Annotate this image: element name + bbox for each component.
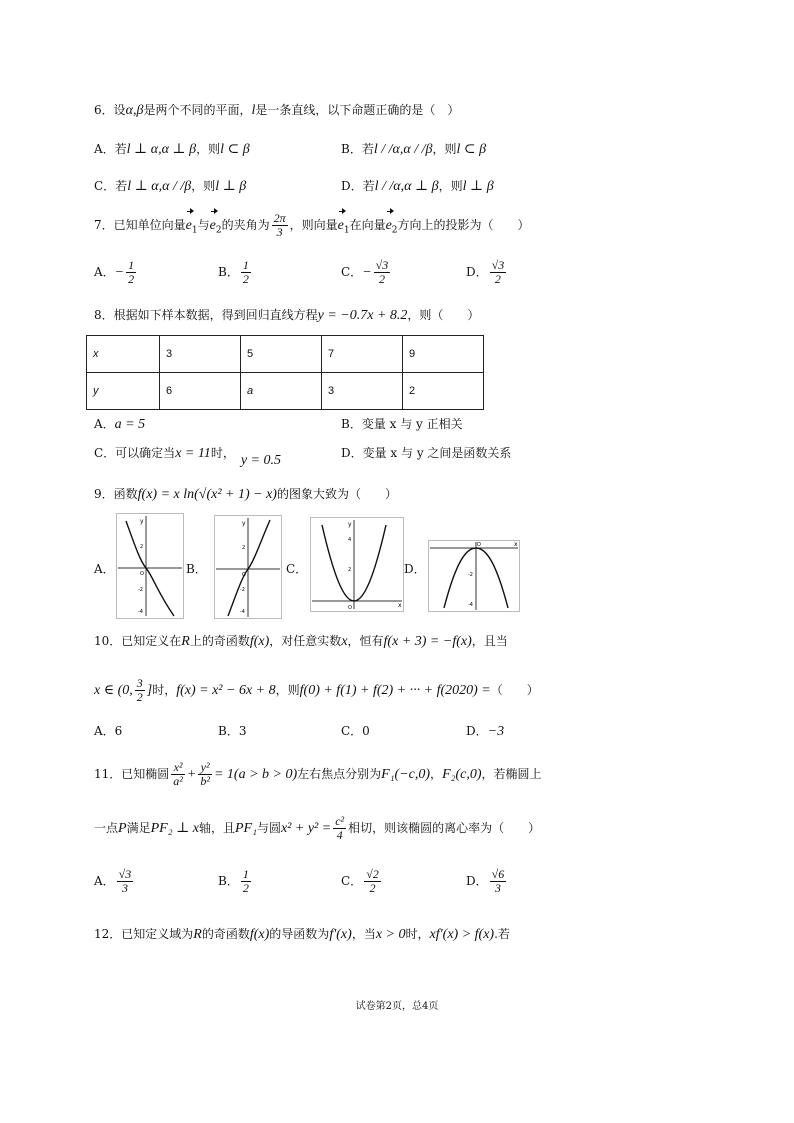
q8-stem-pre: 8．根据如下样本数据，得到回归直线方程	[94, 308, 318, 322]
q10-line1	[94, 632, 508, 651]
q10-x: x	[341, 634, 348, 649]
q7-a-label: A．	[94, 265, 115, 279]
q7-sub2-b: 2	[391, 225, 398, 236]
q7-post: 方向上的投影为（ ）	[397, 218, 530, 232]
q6-a-then: ，则	[196, 142, 221, 156]
q11-c-num: √2	[366, 867, 379, 881]
q10-r: R	[181, 634, 190, 649]
q10-int-num: 3	[136, 676, 143, 690]
table-cell: x	[87, 336, 160, 373]
q12-mid3: ，当	[351, 927, 376, 941]
q10-d-label: D．	[466, 724, 488, 738]
q10-option-b: B．3	[218, 724, 247, 738]
q9-d-label: D．	[404, 562, 426, 576]
q6-stem-post: 是一条直线，以下命题正确的是（ ）	[255, 103, 460, 117]
q9-c-y-label: y	[348, 521, 352, 528]
table-cell: 6	[160, 373, 241, 410]
q11-option-c	[341, 866, 383, 896]
q11-perp: PF₂ ⊥ x	[150, 821, 199, 836]
q7-on-text: 在向量	[349, 218, 386, 232]
q9-b-y-label: y	[242, 520, 246, 527]
q9-stem-post: 的图象大致为（ ）	[276, 487, 397, 501]
q6-c-label: C．若	[94, 179, 128, 193]
q6-b-math: l / /α,α / /β	[373, 142, 433, 157]
q11-l2-pre: 一点	[94, 821, 119, 835]
q10-interval-frac	[135, 677, 145, 704]
q11-f1: F₁(−c,0)	[381, 767, 431, 782]
q8-c-mid: 时，	[210, 446, 235, 460]
q11-f2: F₂(c,0)	[442, 767, 482, 782]
q7-c-sign: −	[362, 265, 372, 280]
page-footer: 试卷第2页，总4页	[355, 1001, 439, 1012]
q7-angle-fraction	[272, 212, 288, 239]
q9-d-x-label: x	[514, 541, 518, 548]
q11-c-frac	[364, 868, 381, 895]
q11-line1	[94, 758, 542, 791]
q10-def: f(x) = x² − 6x + 8	[176, 683, 276, 698]
q7-vector-e1-b: e	[338, 211, 344, 241]
q6-d-then: ，则	[438, 179, 463, 193]
q11-y2: y²	[198, 761, 212, 775]
q10-int-den: 2	[136, 690, 143, 704]
q11-plus: +	[186, 767, 197, 782]
q9-a-label: A．	[94, 562, 115, 576]
q11-frac-x	[171, 761, 185, 788]
q11-pf1: PF₁	[234, 821, 257, 836]
q9-graph-c	[310, 517, 404, 612]
q7-c-num: √3	[375, 258, 389, 272]
q11-b-num: 1	[242, 867, 249, 881]
q6-stem-pre: 6．设	[94, 103, 126, 117]
q11-cond: = 1(a > b > 0)	[213, 767, 298, 782]
q7-angle-den: 3	[276, 225, 283, 239]
q6-a-res: l ⊂ β	[220, 142, 250, 157]
q7-stem-pre: 7．已知单位向量	[94, 218, 186, 232]
q6-option-b	[341, 140, 486, 159]
q12-pre: 12．已知定义域为	[94, 927, 194, 941]
q12-mid2: 的导函数为	[269, 927, 330, 941]
q9-d-origin: O	[477, 542, 481, 548]
q10-option-a: A．6	[94, 724, 123, 738]
q9-graph-d	[428, 540, 520, 612]
q11-a2: a²	[173, 774, 183, 788]
q8-stem-post: ，则（ ）	[407, 308, 480, 322]
q7-mid: ，则向量	[289, 218, 338, 232]
q11-b-label: B．	[218, 874, 239, 888]
q7-a-num: 1	[128, 258, 135, 272]
q9-b-label: B．	[186, 562, 207, 576]
q8-c-math1: x = 11	[175, 446, 211, 461]
q11-b-den: 2	[242, 881, 249, 895]
q10-mid4: ，则	[275, 683, 300, 697]
q9-function: f(x) = x ln(√(x² + 1) − x)	[137, 487, 277, 502]
q9-d-tick: -4	[468, 602, 473, 608]
q9-b-tick: 2	[242, 545, 246, 551]
q10-mid: 上的奇函数	[189, 634, 250, 648]
q7-vector-e2: e	[210, 211, 216, 241]
q7-option-c	[341, 258, 392, 287]
q7-d-frac	[490, 259, 507, 286]
q10-fx: f(x)	[249, 634, 270, 649]
q10-line2	[94, 675, 539, 706]
q7-d-num: √3	[491, 258, 505, 272]
q8-a-label: A．	[94, 417, 115, 431]
q6-b-label: B．若	[341, 142, 374, 156]
q12-fpx: f′(x)	[329, 927, 352, 942]
q7-b-den: 2	[242, 272, 249, 286]
q11-x2: x²	[171, 761, 185, 775]
table-cell: 3	[160, 336, 241, 373]
q12-r: R	[193, 927, 202, 942]
q6-option-a	[94, 140, 250, 159]
table-cell: a	[241, 373, 322, 410]
q6-option-d	[341, 177, 494, 196]
q10-pre: 10．已知定义在	[94, 634, 182, 648]
q11-pre: 11．已知椭圆	[94, 767, 170, 781]
q6-stem-l: l	[251, 103, 256, 118]
q7-stem	[94, 210, 530, 245]
q11-l2-mid: 满足	[126, 821, 151, 835]
table-cell: 5	[241, 336, 322, 373]
q7-and: 与	[197, 218, 210, 232]
q10-mid3: ，恒有	[347, 634, 384, 648]
q11-axis: 轴，且	[198, 821, 235, 835]
q6-a-label: A．若	[94, 142, 127, 156]
q10-interval-pre: x ∈ (0,	[94, 683, 133, 698]
q11-option-b	[218, 866, 253, 896]
q6-d-label: D．若	[341, 179, 375, 193]
q7-b-label: B．	[218, 265, 239, 279]
q7-sub1-b: 1	[343, 225, 350, 236]
q12-cond: x > 0	[375, 927, 406, 942]
q6-stem-mid: 是两个不同的平面，	[143, 103, 252, 117]
q10-mid2: ，对任意实数	[269, 634, 342, 648]
q11-d-frac	[490, 868, 507, 895]
q11-d-den: 3	[494, 881, 501, 895]
q8-a-math: a = 5	[114, 417, 146, 432]
q11-a-label: A．	[94, 874, 115, 888]
q11-circle-text: 与圆	[256, 821, 281, 835]
q11-a-den: 3	[121, 881, 128, 895]
q11-option-d	[466, 866, 508, 896]
q7-b-frac	[241, 259, 251, 286]
q6-stem-vars: α,β	[125, 103, 144, 118]
q6-b-then: ，则	[432, 142, 457, 156]
q12-ineq: xf′(x) > f(x)	[429, 927, 495, 942]
q8-option-a	[94, 415, 145, 434]
q6-d-math: l / /α,α ⊥ β	[374, 179, 439, 194]
q11-mid: 左右焦点分别为	[297, 767, 382, 781]
q9-b-origin: O	[242, 572, 246, 578]
q10-sum: f(0) + f(1) + f(2) + ··· + f(2020) =	[299, 683, 491, 698]
q7-d-label: D．	[466, 265, 488, 279]
q11-c-label: C．	[341, 874, 363, 888]
q9-a-tick: 2	[140, 544, 144, 550]
q9-graph-a	[116, 513, 184, 619]
q6-c-math: l ⊥ α,α / /β	[127, 179, 192, 194]
q9-graph-b	[214, 515, 282, 619]
q6-stem	[94, 101, 459, 120]
q6-option-c	[94, 177, 246, 196]
q9-c-origin: O	[348, 605, 352, 611]
q9-a-tick: -2	[138, 587, 143, 593]
q8-option-c	[94, 444, 281, 468]
q9-stem	[94, 485, 397, 504]
q11-d-num: √6	[491, 867, 505, 881]
q7-angle-num: 2π	[273, 211, 286, 225]
q7-c-label: C．	[341, 265, 363, 279]
q10-post: ，且当	[471, 634, 508, 648]
q11-l2-post: 相切，则该椭圆的离心率为（ ）	[348, 821, 541, 835]
table-row	[87, 336, 484, 373]
q8-c-pre: C．可以确定当	[94, 446, 176, 460]
q11-c-den: 2	[369, 881, 376, 895]
q7-c-frac	[374, 259, 391, 286]
q7-option-a	[94, 258, 138, 287]
q10-post2: （ ）	[490, 683, 539, 697]
q8-option-b: B．变量 x 与 y 正相关	[341, 417, 463, 431]
q9-a-tick: -4	[138, 609, 143, 615]
q7-angle-text: 的夹角为	[221, 218, 270, 232]
table-cell: 7	[322, 336, 403, 373]
q11-b-frac	[241, 868, 251, 895]
q11-four: 4	[336, 828, 343, 842]
q10-relation: f(x + 3) = −f(x)	[383, 634, 472, 649]
q11-line2	[94, 812, 540, 845]
q8-c-math2: y = 0.5	[240, 453, 281, 468]
q9-d-tick: -2	[468, 572, 473, 578]
q11-a-frac	[117, 868, 134, 895]
q12-mid4: 时，	[405, 927, 430, 941]
q8-data-table	[86, 335, 484, 410]
table-cell: 9	[403, 336, 484, 373]
q9-a-origin: O	[140, 571, 144, 577]
q11-p: P	[118, 821, 127, 836]
q11-post: ，若椭圆上	[481, 767, 542, 781]
q8-stem	[94, 306, 479, 325]
q10-bracket: ]	[146, 683, 153, 698]
q11-frac-c	[333, 815, 346, 842]
q9-b-tick: -4	[240, 609, 245, 615]
q11-sep: ，	[430, 767, 443, 781]
q10-option-c: C．0	[341, 724, 370, 738]
q7-a-sign: −	[114, 265, 125, 280]
q9-c-tick: 4	[348, 537, 352, 543]
q7-c-den: 2	[378, 272, 385, 286]
table-cell: y	[87, 373, 160, 410]
q7-a-frac	[126, 259, 136, 286]
q9-c-label: C．	[286, 562, 308, 576]
q11-a-num: √3	[118, 867, 132, 881]
q11-option-a	[94, 866, 135, 896]
q8-equation: y = −0.7x + 8.2	[317, 308, 408, 323]
q8-option-d: D．变量 x 与 y 之间是函数关系	[341, 446, 512, 460]
q7-vector-e1: e	[186, 211, 192, 241]
q11-c2: c²	[335, 814, 345, 828]
q6-a-math: l ⊥ α,α ⊥ β	[126, 142, 197, 157]
q7-option-b	[218, 258, 253, 286]
q7-a-den: 2	[128, 272, 135, 286]
q10-option-d	[466, 722, 504, 741]
q7-sub2: 2	[215, 225, 222, 236]
q11-b2: b²	[200, 774, 210, 788]
q12-stem	[94, 925, 510, 944]
q9-c-x-label: x	[398, 602, 402, 609]
q7-vector-e2-b: e	[386, 211, 392, 241]
q7-option-d	[466, 258, 508, 286]
q12-mid1: 的奇函数	[201, 927, 250, 941]
q9-b-tick: -2	[240, 587, 245, 593]
q10-when: 时，	[152, 683, 177, 697]
q7-b-num: 1	[242, 258, 249, 272]
q6-d-res: l ⊥ β	[462, 179, 494, 194]
q9-c-tick: 2	[348, 567, 352, 573]
table-cell: 2	[403, 373, 484, 410]
q9-stem-pre: 9．函数	[94, 487, 138, 501]
q11-frac-y	[198, 761, 212, 788]
q6-b-res: l ⊂ β	[456, 142, 487, 157]
q6-c-res: l ⊥ β	[215, 179, 247, 194]
table-cell: 3	[322, 373, 403, 410]
q12-fx: f(x)	[249, 927, 270, 942]
table-row	[87, 373, 484, 410]
q11-circle: x² + y² =	[280, 821, 332, 836]
q7-sub1: 1	[191, 225, 198, 236]
q10-d-math: −3	[487, 724, 505, 739]
q9-a-y-label: y	[140, 518, 144, 525]
q12-post: .若	[494, 927, 510, 941]
q7-d-den: 2	[494, 272, 501, 286]
q6-c-then: ，则	[191, 179, 216, 193]
q11-d-label: D．	[466, 874, 488, 888]
